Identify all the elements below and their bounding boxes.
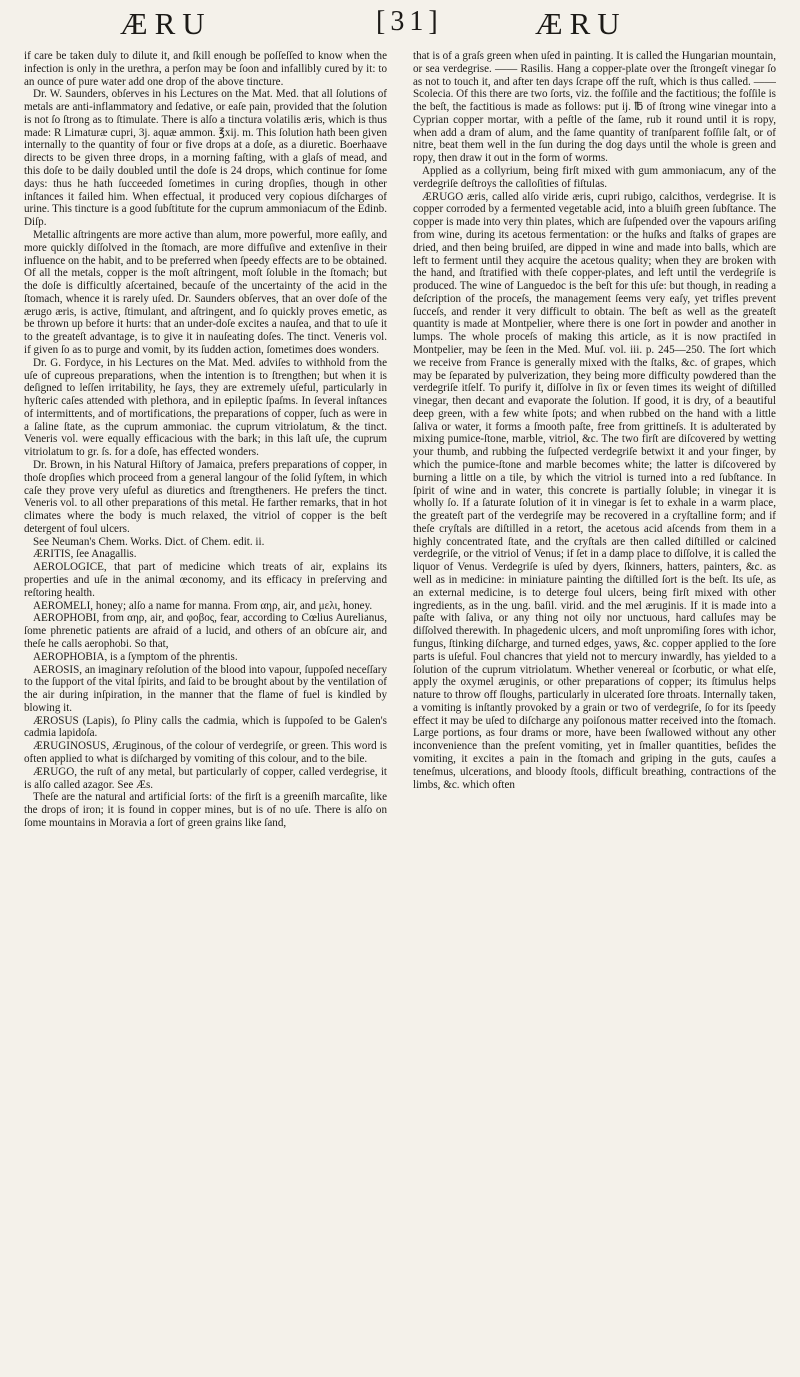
running-head (20, 6, 780, 46)
paragraph: if care be taken duly to dilute it, and ſkill enough be poſſeſſed to know when the infection is only in the urethra, a perſon may be ſoon and infallibly cured by it: to an ounce of pure water add one drop of the above tincture. (24, 50, 387, 88)
paragraph: ÆRUGO, the ruſt of any metal, but particularly of copper, called verdegrise, it is alſo called azagor. See Æs. (24, 765, 387, 791)
page-number: [31] (376, 6, 443, 37)
paragraph: Dr. W. Saunders, obſerves in his Lectures on the Mat. Med. that all ſolutions of metals are anti-inflammatory and ſedative, or eaſe pain, provided that the ſolution is not ſo ſtrong as to ſtimulate. There is alſo a tinctura volatilis æris, which is thus made: R Limaturæ cupri, 3j. aquæ ammon. ℥xij. m. This ſolution hath been given internally to the quantity of four or five drops at a doſe, as a diuretic. Boerhaave directs to be given three drops, in a morning faſting, with a glaſs of mead, and this doſe to be daily doubled until the doſe is 24 drops, which continue for ſome days: thus he hath ſucceeded ſometimes in curing dropſies, though in other inſtances it failed him. When effectual, it produced very copious diſcharges of urine. This tincture is a good ſubſtitute for the cuprum ammoniacum of the Edinb. Diſp. (24, 88, 387, 229)
paragraph: Metallic aſtringents are more active than alum, more powerful, more eaſily, and more quickly diſſolved in the ſtomach, are more diffuſive and extenſive in their influence on the habit, and to be preferred when ſpeedy effects are to be obtained. Of all the metals, copper is the moſt aſtringent, moſt ſoluble in the ſtomach; but the doſe is difficultly aſcertained, becauſe of the uncertainty of the acid in the ſtomach, whence it is rarely uſed. Dr. Saunders obſerves, that an over doſe of the ærugo æris, is active, ſtimulant, and aſtringent, and ſo quickly proves emetic, as be thrown up before it hurts: that an under-doſe excites a nauſea, and that to uſe it to the greateſt advantage, is to give it in nauſeating doſes. The tinct. Veneris vol. if given ſo as to purge and vomit, by its ſudden action, ſometimes does wonders. (24, 228, 387, 356)
paragraph: Dr. G. Fordyce, in his Lectures on the Mat. Med. adviſes to withhold from the uſe of cupreous preparations, when the intention is to ſtrengthen; but when it is deſigned to leſſen irritability, he ſays, they are extremely uſeful, particularly in hyſteric caſes attended with plethora, and in epileptic ſpaſms. In ſeveral inſtances of intermittents, and of mortifications, the preparations of copper, ſuch as were in a ſaline ſtate, as the cuprum ammoniac. the cuprum vitriolatum, & the tinct. Veneris vol. were equally efficacious with the bark; in this laſt uſe, the cuprum vitriolatum to gr. ſs. for a doſe, has effected wonders. (24, 356, 387, 459)
paragraph: AEROLOGICE, that part of medicine which treats of air, explains its properties and uſe in the animal œconomy, and its efficacy in preſerving and reſtoring health. (24, 561, 387, 599)
paragraph: that is of a graſs green when uſed in painting. It is called the Hungarian mountain, or sea verdegrise. —— Rasilis. Hang a copper-plate over the ſtrongeſt vinegar ſo as not to touch it, and after ten days ſcrape off the ruſt, which is thus called. —— Scolecia. Of this there are two ſorts, viz. the foſſile and the factitious; the foſſile is the beſt, the factitious is made as follows: put ij. ℔ of ſtrong wine vinegar into a Cyprian copper mortar, with a peſtle of the ſame, rub it round until it is ropy, when add a dram of alum, and the ſame quantity of tranſparent foſſile ſalt, or of nitre, beat them well in the ſun during the dog days until the whole is green and ropy, then draw it out in the form of worms. (413, 50, 776, 165)
paragraph: ÆRUGINOSUS, Æruginous, of the colour of verdegriſe, or green. This word is often applied to what is diſcharged by vomiting of this colour, and to the bile. (24, 740, 387, 765)
paragraph: AEROPHOBIA, is a ſymptom of the phrentis. (33, 650, 238, 663)
paragraph: AEROSIS, an imaginary reſolution of the blood into vapour, ſuppoſed neceſſary to the ſupport of the vital ſpirits, and ſaid to be brought about by the ventilation of the air during inſpiration, in the manner that the flame of fuel is kindled by blowing it. (24, 663, 387, 714)
paragraph: AEROPHOBI, from αηρ, air, and φοβος, fear, according to Cœlius Aurelianus, ſome phrenetic patients are afraid of a lucid, and others of an obſcure air, and theſe he calls aerophobi. So that, (24, 612, 387, 650)
paragraph: ÆRITIS, ſee Anagallis. (33, 548, 137, 561)
running-head-right: ÆRU (535, 6, 627, 41)
paragraph: ÆRUGO æris, called alſo viride æris, cupri rubigo, calcithos, verdegrise. It is copper corroded by a fermented vegetable acid, into a bluiſh green ſubſtance. The copper is made into very thin plates, which are ſuſpended over the vapours ariſing from wine, during its acetous fermentation: or the huſks and ſtalks of grapes are dried, and then being bruiſed, are dipped in wine and made into balls, which are left to ferment until they acquire the acetous quality; when they are broken with the hand, and ſtratified with theſe copper-plates, and left until the verdegriſe is produced. The wine of Languedoc is the beſt for this uſe: but though, in reading a deſcription of the proceſs, the management ſeems very eaſy, yet trifles prevent ſucceſs, and render it very difficult to obtain. The beſt as well as the greateſt quantity is made at Montpelier, where there is one ſort in powder and another in lumps. The whole proceſs of making this article, as it is now practiſed in Montpelier, may be ſeen in the Med. Muſ. vol. iii. p. 245—250. The ſort which we receive from France is generally mixed with the ſtalks, &c. of grapes, which may be ſeparated by pulverization, they being more difficulty powdered than the verdegriſe itſelf. To purify it, diſſolve in ſix or ſeven times its weight of diſtilled vinegar, then decant and evaporate the ſolution. If good, it is dry, of a beautiful deep green, with a few white ſpots; and when rubbed on the hand with a little ſaliva or water, it forms a ſmooth paſte, free from grittineſs. It is adulterated by mixing pumice-ſtone, marble, vitriol, &c. The two firſt are diſcovered by wetting your thumb, and rubbing the ſuſpected verdegriſe betwixt it and your finger, by which the pumice-ſtone and marble becomes white; the latter is diſcovered by burning a little on a tile, by which the vitriol is turned into a red ſubſtance. In ſpirit of wine and in water, this concrete is partially ſoluble; in vinegar it is wholly ſo. If a ſaturate ſolution of it in vinegar is ſet to exhale in a warm place, the greateſt part of the verdegriſe may be recovered in a cryſtalline form; and if theſe cryſtals are diſtilled in a retort, the acetous acid aſcends from them in a highly concentrated ſtate, and the cryſtals are then called diſtilled or calcined verdegriſe, or the vitriol of Venus; if ſet in a damp place to diſſolve, it is called the liquor of Venus. Verdegriſe is uſed by dyers, ſkinners, hatters, painters, &c. as well as in medicine: in miniature painting the diſtilled ſort is the beſt. Its uſe, as an external medicine, is to deterge foul ulcers, being firſt mixed with other ingredients, as in the ung. baſil. virid. and the mel æruginis. If it is made into a paſte with ſaliva, or any thing not oily nor unctuous, hard calluſes may be diſſolved therewith. In phagedenic ulcers, and moſt unpromiſing ſores with ichor, fungus, ſtinking diſcharge, and turned edges, yaws, &c. copper applied to the ſore parts is uſeful. Foul chancres that yield not to mercury inwardly, has yielded to a ſolution of the cuprum vitriolatum. Whether venereal or ſcorbutic, or what elſe, apply the oxymel æruginis, or other preparations of copper; its ſtimulus helps nature to throw off ſloughs, particularly in ulcerated ſore throats. Internally taken, a vomiting is inſtantly provoked by a grain or two of verdegriſe, ſo for its ſpeedy effect it may be uſed to diſcharge any poiſonous matter received into the ſtomach. Large portions, as four drams or more, have been ſwallowed without any other inconvenience than the preſent vomiting, yet in ſmaller quantities, beſides the vomiting, it excites a pain in the ſtomach and griping in the guts, cauſes a teneſmus, ulcerations, and bloody ſtools, difficult breathing, contractions of the limbs, &c. which often (413, 190, 776, 791)
left-column (24, 50, 387, 1370)
paragraph: See Neuman's Chem. Works. Dict. of Chem. edit. ii. (33, 535, 265, 548)
paragraph: Theſe are the natural and artificial ſorts: of the firſt is a greeniſh marcaſite, like the drops of iron; it is found in copper mines, but is of no uſe. There is alſo on ſome mountains in Moravia a ſort of green grains like ſand, (24, 791, 387, 829)
right-column (413, 50, 776, 1370)
paragraph: AEROMELI, honey; alſo a name for manna. From αηρ, air, and μελι, honey. (33, 599, 373, 612)
paragraph: Applied as a collyrium, being firſt mixed with gum ammoniacum, any of the verdegriſe deſtroys the calloſities of fiſtulas. (413, 165, 776, 190)
running-head-left: ÆRU (120, 6, 212, 41)
paragraph: Dr. Brown, in his Natural Hiſtory of Jamaica, prefers preparations of copper, in thoſe dropſies which proceed from a general langour of the ſolid ſyſtem, in which caſe they prove very uſeful as diuretics and ſtrengtheners. He prefers the tinct. Veneris vol. to all other preparations of this metal. He farther remarks, that in hot climates where the body is much relaxed, the vitriol of copper is the beſt detergent of foul ulcers. (24, 459, 387, 535)
paragraph: ÆROSUS (Lapis), ſo Pliny calls the cadmia, which is ſuppoſed to be Galen's cadmia lapidoſa. (24, 714, 387, 740)
